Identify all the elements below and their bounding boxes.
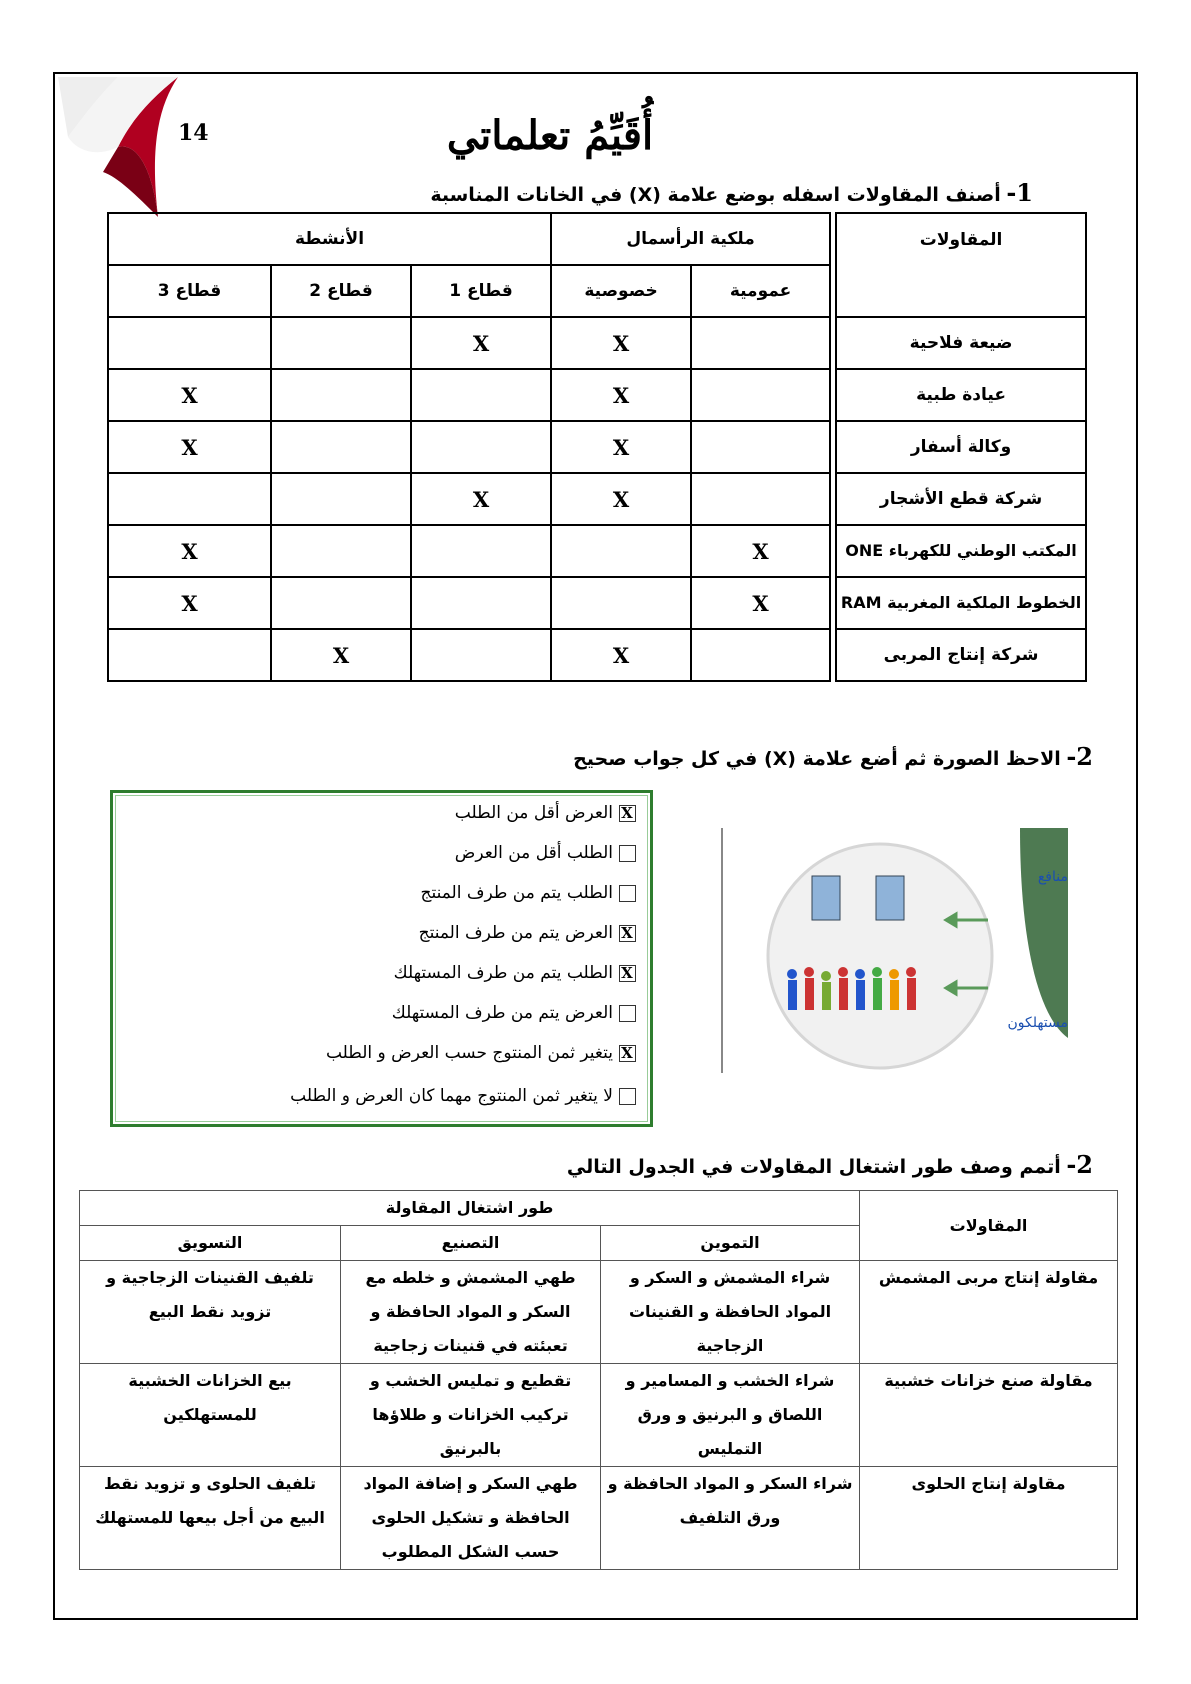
checklist-label: العرض أقل من الطلب	[454, 803, 613, 823]
header-manufacturing: التصنيع	[341, 1226, 601, 1261]
checkbox[interactable]	[619, 1005, 636, 1022]
checklist-item[interactable]	[420, 883, 636, 903]
checklist-label: لا يتغير ثمن المنتوج مهما كان العرض و الطلب	[290, 1086, 613, 1106]
enterprise-name: المكتب الوطني للكهرباء ONE	[836, 525, 1086, 577]
header-enterprises: المقاولات	[860, 1191, 1118, 1261]
supply-cell: شراء الخشب و المسامير و اللصاق و البرنيق و ورق التمليس	[601, 1364, 860, 1467]
marketing-cell: تلفيف الحلوى و تزويد نقط البيع من أجل بيعها للمستهلك	[80, 1467, 341, 1570]
checklist-item[interactable]	[290, 1086, 636, 1106]
mark-sector3[interactable]	[108, 473, 271, 525]
mark-sector2[interactable]	[271, 473, 411, 525]
checkbox[interactable]	[619, 845, 636, 862]
mark-sector3[interactable]: X	[108, 369, 271, 421]
checkbox[interactable]	[619, 885, 636, 902]
enterprise-name: الخطوط الملكية المغربية RAM	[836, 577, 1086, 629]
mark-sector2[interactable]: X	[271, 629, 411, 681]
manufacturing-cell: تقطيع و تمليس الخشب و تركيب الخزانات و طلاؤها بالبرنيق	[341, 1364, 601, 1467]
answer-checklist	[110, 790, 653, 1127]
q2-heading	[573, 742, 1093, 771]
header-enterprises: المقاولات	[836, 213, 1086, 317]
header-sector3: قطاع 3	[108, 265, 271, 317]
mark-sector2[interactable]	[271, 317, 411, 369]
checklist-label: العرض يتم من طرف المستهلك	[391, 1003, 613, 1023]
mark-sector1[interactable]	[411, 577, 551, 629]
mark-sector1[interactable]: X	[411, 473, 551, 525]
mark-sector3[interactable]	[108, 317, 271, 369]
mark-private[interactable]: X	[551, 421, 691, 473]
table-row	[108, 317, 1086, 369]
checklist-item[interactable]	[326, 1043, 636, 1063]
mark-sector3[interactable]: X	[108, 577, 271, 629]
enterprise-name: شركة قطع الأشجار	[836, 473, 1086, 525]
checklist-item[interactable]	[392, 1003, 636, 1023]
checkbox[interactable]: X	[619, 805, 636, 822]
checkbox[interactable]: X	[619, 1045, 636, 1062]
checklist-label: الطلب يتم من طرف المستهلك	[393, 963, 613, 983]
mark-sector1[interactable]	[411, 369, 551, 421]
checklist-item[interactable]	[394, 963, 636, 983]
q2-number: 2-	[1066, 742, 1093, 771]
mark-public[interactable]	[691, 421, 830, 473]
mark-private[interactable]: X	[551, 369, 691, 421]
mark-private[interactable]: X	[551, 473, 691, 525]
mark-public[interactable]	[691, 317, 830, 369]
marketing-cell: بيع الخزانات الخشبية للمستهلكين	[80, 1364, 341, 1467]
table-row	[108, 629, 1086, 681]
mark-sector3[interactable]: X	[108, 525, 271, 577]
checklist-label: العرض يتم من طرف المنتج	[418, 923, 613, 943]
enterprise-name: مقاولة إنتاج الحلوى	[860, 1467, 1118, 1570]
mark-sector1[interactable]	[411, 421, 551, 473]
producers-label: منافع	[1037, 869, 1068, 885]
q1-number: 1-	[1006, 178, 1033, 207]
manufacturing-cell: طهي المشمش و خلطه مع السكر و المواد الحافظة و تعبئته في قنينات زجاجية	[341, 1261, 601, 1364]
q3-text: أتمم وصف طور اشتغال المقاولات في الجدول التالي	[566, 1156, 1061, 1178]
checklist-label: الطلب يتم من طرف المنتج	[420, 883, 613, 903]
marketing-cell: تلفيف القنينات الزجاجية و تزويد نقط البيع	[80, 1261, 341, 1364]
checkbox[interactable]: X	[619, 965, 636, 982]
mark-private[interactable]	[551, 577, 691, 629]
page-title: أُقَيِّمُ تعلماتي	[446, 112, 654, 159]
mark-public[interactable]: X	[691, 577, 830, 629]
mark-sector1[interactable]	[411, 629, 551, 681]
mark-public[interactable]: X	[691, 525, 830, 577]
enterprise-name: مقاولة صنع خزانات خشبية	[860, 1364, 1118, 1467]
mark-sector3[interactable]	[108, 629, 271, 681]
q1-text: أصنف المقاولات اسفله بوضع علامة (X) في الخانات المناسبة	[430, 184, 1001, 206]
checklist-item[interactable]	[455, 803, 636, 823]
supply-cell: شراء السكر و المواد الحافظة و ورق التلفيف	[601, 1467, 860, 1570]
mark-sector1[interactable]	[411, 525, 551, 577]
checkbox[interactable]	[619, 1088, 636, 1105]
table-row	[108, 369, 1086, 421]
q3-number: 2-	[1066, 1150, 1093, 1179]
enterprise-name: عيادة طبية	[836, 369, 1086, 421]
table-row	[108, 421, 1086, 473]
mark-public[interactable]	[691, 629, 830, 681]
header-private: خصوصية	[551, 265, 691, 317]
header-supply: التموين	[601, 1226, 860, 1261]
checklist-item[interactable]	[419, 923, 636, 943]
operating-cycle-table	[79, 1190, 1118, 1570]
mark-public[interactable]	[691, 473, 830, 525]
header-public: عمومية	[691, 265, 830, 317]
header-marketing: التسويق	[80, 1226, 341, 1261]
header-activities: الأنشطة	[108, 213, 551, 265]
enterprise-name: وكالة أسفار	[836, 421, 1086, 473]
mark-private[interactable]: X	[551, 317, 691, 369]
q3-heading	[567, 1150, 1093, 1179]
mark-sector1[interactable]: X	[411, 317, 551, 369]
consumers-label: مستهلكون	[1007, 1015, 1068, 1031]
market-illustration	[720, 828, 1068, 1078]
table-row	[108, 577, 1086, 629]
header-sector2: قطاع 2	[271, 265, 411, 317]
mark-private[interactable]: X	[551, 629, 691, 681]
header-sector1: قطاع 1	[411, 265, 551, 317]
checklist-label: الطلب أقل من العرض	[454, 843, 613, 863]
mark-public[interactable]	[691, 369, 830, 421]
mark-sector2[interactable]	[271, 577, 411, 629]
page-number: 14	[178, 120, 209, 146]
enterprise-name: مقاولة إنتاج مربى المشمش	[860, 1261, 1118, 1364]
table-row	[80, 1364, 1118, 1467]
q1-heading	[430, 178, 1033, 207]
enterprise-name: ضيعة فلاحية	[836, 317, 1086, 369]
classification-table	[107, 212, 1087, 682]
supply-cell: شراء المشمش و السكر و المواد الحافظة و القنينات الزجاجية	[601, 1261, 860, 1364]
mark-sector3[interactable]: X	[108, 421, 271, 473]
table-row	[108, 525, 1086, 577]
header-ownership: ملكية الرأسمال	[551, 213, 830, 265]
table-row	[80, 1467, 1118, 1570]
manufacturing-cell: طهي السكر و إضافة المواد الحافظة و تشكيل الحلوى حسب الشكل المطلوب	[341, 1467, 601, 1570]
enterprise-name: شركة إنتاج المربى	[836, 629, 1086, 681]
table-row	[108, 473, 1086, 525]
mark-private[interactable]	[551, 525, 691, 577]
checklist-item[interactable]	[455, 843, 636, 863]
checkbox[interactable]: X	[619, 925, 636, 942]
mark-sector2[interactable]	[271, 369, 411, 421]
checklist-label: يتغير ثمن المنتوج حسب العرض و الطلب	[325, 1043, 613, 1063]
mark-sector2[interactable]	[271, 421, 411, 473]
header-cycle: طور اشتغال المقاولة	[80, 1191, 860, 1226]
table-row	[80, 1261, 1118, 1364]
q2-text: الاحظ الصورة ثم أضع علامة (X) في كل جواب صحيح	[573, 748, 1061, 770]
mark-sector2[interactable]	[271, 525, 411, 577]
